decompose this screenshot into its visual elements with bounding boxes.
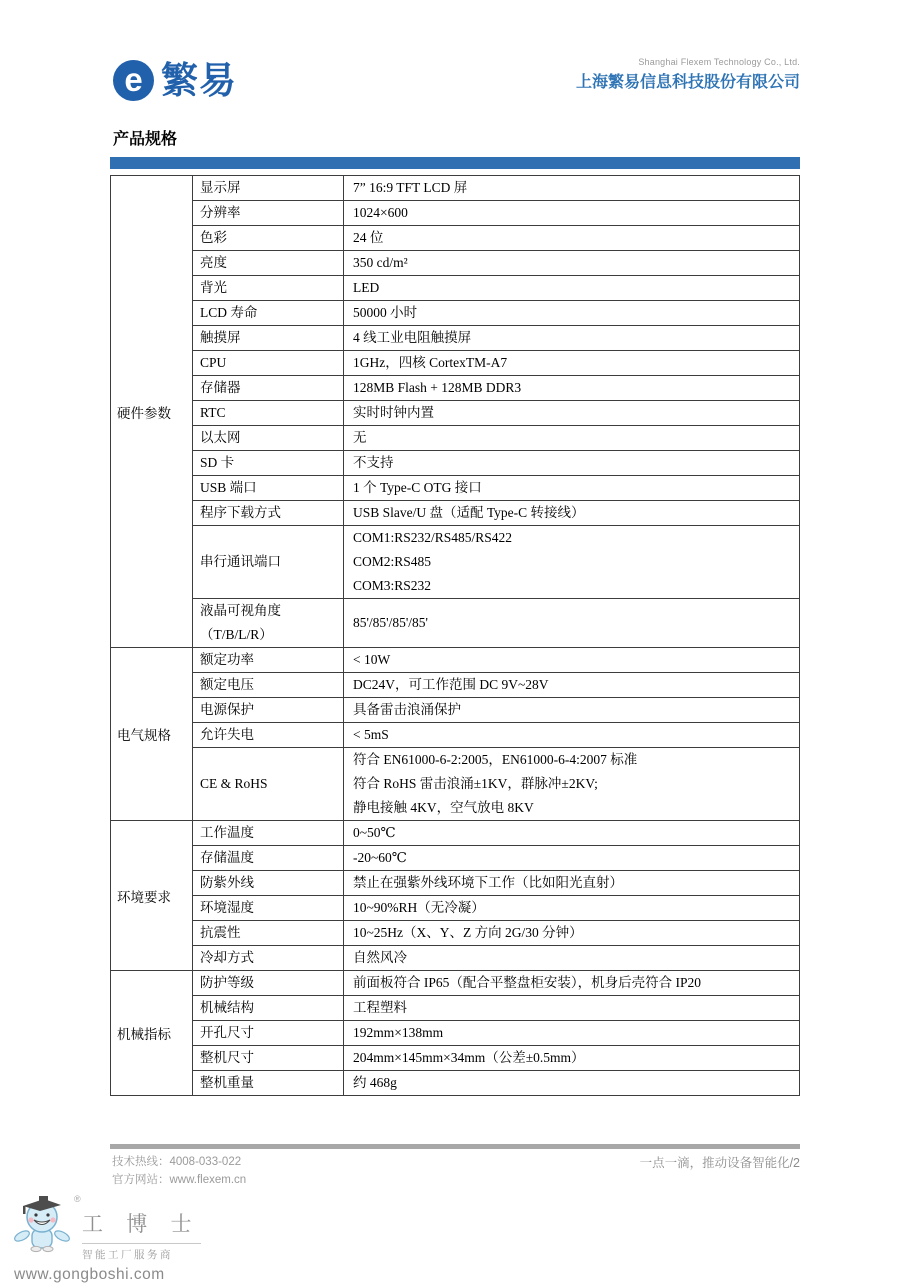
spec-value-cell-line: 自然风冷 <box>353 950 407 965</box>
spec-label-cell-line: 防护等级 <box>200 975 254 990</box>
spec-value-cell-line: < 5mS <box>353 727 389 742</box>
spec-value-cell-line: 192mm×138mm <box>353 1025 444 1040</box>
footer-website: 官方网站：www.flexem.cn <box>112 1174 247 1186</box>
table-row <box>111 401 800 426</box>
watermark-subtitle: 智能工厂服务商 <box>82 1243 201 1262</box>
spec-label-cell-line: 显示屏 <box>200 180 241 195</box>
spec-value-cell <box>344 648 800 673</box>
table-row <box>111 476 800 501</box>
spec-value-cell-line: 实时时钟内置 <box>353 405 434 420</box>
table-row <box>111 871 800 896</box>
spec-value-cell <box>344 501 800 526</box>
spec-label-cell-line: 触摸屏 <box>200 330 241 345</box>
spec-value-cell <box>344 376 800 401</box>
spec-label-cell-line: （T/B/L/R） <box>200 627 273 642</box>
footer-divider <box>110 1144 800 1149</box>
spec-value-cell <box>344 201 800 226</box>
spec-value-cell-line: 约 468g <box>353 1075 397 1090</box>
table-row <box>111 376 800 401</box>
spec-value-cell <box>344 921 800 946</box>
spec-label-cell <box>193 871 344 896</box>
spec-value-cell-line: 1 个 Type-C OTG 接口 <box>353 480 482 495</box>
spec-value-cell-line: 50000 小时 <box>353 305 418 320</box>
table-row <box>111 226 800 251</box>
spec-label-cell-line: LCD 寿命 <box>200 305 258 320</box>
spec-label-cell <box>193 426 344 451</box>
footer-hotline: 技术热线：4008-033-022 <box>112 1156 242 1168</box>
spec-value-cell-line: 7” 16:9 TFT LCD 屏 <box>353 180 468 195</box>
spec-label-cell <box>193 748 344 821</box>
spec-label-cell <box>193 276 344 301</box>
spec-value-cell <box>344 946 800 971</box>
spec-value-cell <box>344 599 800 648</box>
group-header-cell: 电气规格 <box>111 648 193 821</box>
spec-label-cell-line: 额定电压 <box>200 677 254 692</box>
table-row <box>111 301 800 326</box>
spec-value-cell-line: COM2:RS485 <box>353 554 432 569</box>
spec-label-cell-line: 液晶可视角度 <box>200 603 281 618</box>
spec-label-cell <box>193 971 344 996</box>
spec-value-cell-line: COM1:RS232/RS485/RS422 <box>353 530 513 545</box>
spec-value-cell <box>344 896 800 921</box>
spec-label-cell-line: 串行通讯端口 <box>200 554 281 569</box>
spec-label-cell <box>193 599 344 648</box>
watermark-url: www.gongboshi.com <box>14 1266 165 1283</box>
spec-label-cell-line: 抗震性 <box>200 925 241 940</box>
spec-label-cell <box>193 401 344 426</box>
table-row <box>111 251 800 276</box>
spec-value-cell-line: < 10W <box>353 652 391 667</box>
spec-label-cell-line: USB 端口 <box>200 480 257 495</box>
table-row <box>111 946 800 971</box>
table-row <box>111 896 800 921</box>
spec-value-cell-line: DC24V，可工作范围 DC 9V~28V <box>353 677 549 692</box>
spec-label-cell-line: 额定功率 <box>200 652 254 667</box>
spec-label-cell <box>193 301 344 326</box>
spec-value-cell <box>344 673 800 698</box>
footer-slogan-page-number: 一点一滴，推动设备智能化/2 <box>639 1156 800 1170</box>
spec-value-cell <box>344 748 800 821</box>
spec-value-cell-line: 10~90%RH（无冷凝） <box>353 900 485 915</box>
spec-label-cell-line: 程序下载方式 <box>200 505 281 520</box>
table-row <box>111 673 800 698</box>
spec-label-cell <box>193 821 344 846</box>
table-row <box>111 326 800 351</box>
spec-value-cell <box>344 1071 800 1096</box>
spec-value-cell <box>344 476 800 501</box>
spec-label-cell <box>193 1071 344 1096</box>
spec-label-cell <box>193 501 344 526</box>
spec-value-cell-line: 禁止在强紫外线环境下工作（比如阳光直射） <box>353 875 623 890</box>
spec-table <box>110 175 800 1096</box>
spec-value-cell-line: 10~25Hz（X、Y、Z 方向 2G/30 分钟） <box>353 925 583 940</box>
spec-label-cell <box>193 226 344 251</box>
spec-label-cell <box>193 996 344 1021</box>
spec-label-cell <box>193 526 344 599</box>
table-row <box>111 1071 800 1096</box>
spec-label-cell <box>193 846 344 871</box>
spec-value-cell <box>344 846 800 871</box>
spec-label-cell <box>193 326 344 351</box>
spec-label-cell-line: 亮度 <box>200 255 227 270</box>
spec-value-cell <box>344 176 800 201</box>
watermark-top <box>14 1194 201 1262</box>
spec-label-cell <box>193 1021 344 1046</box>
spec-value-cell <box>344 351 800 376</box>
flexem-logo-text: 繁易 <box>161 60 237 101</box>
spec-label-cell-line: 允许失电 <box>200 727 254 742</box>
spec-label-cell <box>193 648 344 673</box>
spec-label-cell-line: 分辨率 <box>200 205 241 220</box>
table-row <box>111 501 800 526</box>
spec-label-cell <box>193 723 344 748</box>
spec-label-cell-line: 工作温度 <box>200 825 254 840</box>
group-header-cell: 环境要求 <box>111 821 193 971</box>
gongboshi-mascot-icon <box>14 1194 81 1252</box>
spec-value-cell-line: 不支持 <box>353 455 394 470</box>
table-row <box>111 426 800 451</box>
spec-label-cell <box>193 376 344 401</box>
watermark-brand-name: 工 博 士 <box>82 1212 201 1236</box>
spec-label-cell-line: 开孔尺寸 <box>200 1025 254 1040</box>
spec-value-cell-line: 128MB Flash + 128MB DDR3 <box>353 380 522 395</box>
table-row <box>111 921 800 946</box>
table-row <box>111 1046 800 1071</box>
table-row <box>111 176 800 201</box>
table-row <box>111 648 800 673</box>
registered-mark: ® <box>74 1194 81 1204</box>
spec-value-cell <box>344 401 800 426</box>
table-row <box>111 526 800 599</box>
table-row <box>111 351 800 376</box>
spec-value-cell-line: LED <box>353 280 380 295</box>
spec-value-cell-line: 85'/85'/85'/85' <box>353 615 428 630</box>
table-row <box>111 599 800 648</box>
table-row <box>111 996 800 1021</box>
spec-value-cell-line: 前面板符合 IP65（配合平整盘柜安装），机身后壳符合 IP20 <box>353 975 702 990</box>
spec-label-cell-line: 背光 <box>200 280 227 295</box>
spec-label-cell-line: 整机重量 <box>200 1075 254 1090</box>
page-title: 产品规格 <box>113 131 178 148</box>
footer-contact <box>112 1153 246 1189</box>
spec-label-cell <box>193 176 344 201</box>
spec-value-cell-line: 无 <box>353 430 367 445</box>
spec-label-cell-line: 机械结构 <box>200 1000 254 1015</box>
spec-value-cell-line: COM3:RS232 <box>353 578 432 593</box>
table-row <box>111 201 800 226</box>
spec-label-cell <box>193 698 344 723</box>
table-row <box>111 723 800 748</box>
flexem-logo-glyph: e <box>124 60 143 98</box>
spec-value-cell <box>344 996 800 1021</box>
spec-value-cell-line: 工程塑料 <box>353 1000 407 1015</box>
spec-label-cell-line: CE & RoHS <box>200 776 268 791</box>
spec-value-cell <box>344 451 800 476</box>
group-header-cell: 机械指标 <box>111 971 193 1096</box>
spec-value-cell-line: 符合 RoHS 雷击浪涌±1KV，群脉冲±2KV; <box>353 776 598 791</box>
table-row <box>111 971 800 996</box>
spec-value-cell-line: 具备雷击浪涌保护 <box>353 702 461 717</box>
spec-label-cell <box>193 451 344 476</box>
company-block <box>576 57 800 92</box>
spec-value-cell <box>344 251 800 276</box>
spec-label-cell-line: 冷却方式 <box>200 950 254 965</box>
spec-value-cell <box>344 821 800 846</box>
spec-label-cell-line: 环境湿度 <box>200 900 254 915</box>
company-name-chinese: 上海繁易信息科技股份有限公司 <box>575 74 800 91</box>
spec-label-cell-line: 以太网 <box>200 430 241 445</box>
spec-value-cell-line: 符合 EN61000-6-2:2005，EN61000-6-4:2007 标准 <box>353 752 638 767</box>
table-row <box>111 821 800 846</box>
spec-value-cell-line: 4 线工业电阻触摸屏 <box>353 330 472 345</box>
spec-label-cell <box>193 1046 344 1071</box>
spec-label-cell <box>193 251 344 276</box>
spec-value-cell <box>344 526 800 599</box>
spec-label-cell-line: 整机尺寸 <box>200 1050 254 1065</box>
spec-value-cell-line: 24 位 <box>353 230 384 245</box>
title-accent-bar <box>110 157 800 169</box>
spec-label-cell <box>193 896 344 921</box>
spec-value-cell <box>344 301 800 326</box>
spec-value-cell-line: 0~50℃ <box>353 825 396 840</box>
spec-value-cell <box>344 276 800 301</box>
spec-label-cell-line: CPU <box>200 355 227 370</box>
table-row <box>111 451 800 476</box>
spec-label-cell <box>193 351 344 376</box>
spec-table-body <box>111 176 800 1096</box>
flexem-logo <box>113 60 237 101</box>
table-row <box>111 748 800 821</box>
spec-label-cell-line: 存储温度 <box>200 850 254 865</box>
spec-value-cell-line: 1024×600 <box>353 205 408 220</box>
table-row <box>111 846 800 871</box>
spec-value-cell <box>344 1021 800 1046</box>
spec-label-cell <box>193 921 344 946</box>
spec-label-cell-line: SD 卡 <box>200 455 235 470</box>
spec-label-cell-line: 色彩 <box>200 230 227 245</box>
table-row <box>111 276 800 301</box>
spec-value-cell <box>344 698 800 723</box>
spec-value-cell <box>344 226 800 251</box>
watermark-texts <box>82 1208 201 1262</box>
spec-value-cell <box>344 326 800 351</box>
flexem-logo-icon <box>113 60 154 101</box>
spec-value-cell <box>344 1046 800 1071</box>
spec-value-cell-line: USB Slave/U 盘（适配 Type-C 转接线） <box>353 505 585 520</box>
group-header-cell: 硬件参数 <box>111 176 193 648</box>
spec-value-cell-line: 350 cd/m² <box>353 255 408 270</box>
company-name-english: Shanghai Flexem Technology Co., Ltd. <box>638 57 800 67</box>
spec-value-cell-line: 204mm×145mm×34mm（公差±0.5mm） <box>353 1050 585 1065</box>
spec-label-cell-line: RTC <box>200 405 226 420</box>
spec-label-cell <box>193 946 344 971</box>
spec-value-cell-line: 静电接触 4KV，空气放电 8KV <box>353 800 534 815</box>
spec-value-cell <box>344 971 800 996</box>
table-row <box>111 1021 800 1046</box>
spec-value-cell <box>344 871 800 896</box>
spec-value-cell <box>344 426 800 451</box>
spec-label-cell <box>193 201 344 226</box>
gongboshi-watermark <box>14 1194 201 1284</box>
spec-label-cell <box>193 673 344 698</box>
table-row <box>111 698 800 723</box>
spec-label-cell <box>193 476 344 501</box>
spec-value-cell-line: 1GHz，四核 CortexTM-A7 <box>353 355 508 370</box>
spec-label-cell-line: 存储器 <box>200 380 241 395</box>
spec-label-cell-line: 电源保护 <box>200 702 254 717</box>
spec-value-cell-line: -20~60℃ <box>353 850 407 865</box>
spec-label-cell-line: 防紫外线 <box>200 875 254 890</box>
spec-value-cell <box>344 723 800 748</box>
